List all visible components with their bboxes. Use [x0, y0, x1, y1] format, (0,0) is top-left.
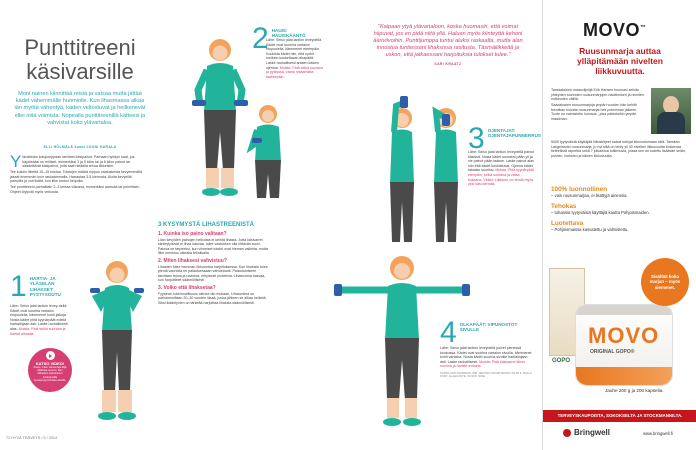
- video-badge-text: Katso, miten valmentaja Elja Matinlaa neuvoo. Sen liikkeiden toteutuksen käsipainoilla hyvaterveys.fi/video-sivuille.: [33, 366, 67, 382]
- ad-point-2-title: Tehokas: [551, 203, 577, 210]
- photo-exercise-3: [374, 92, 470, 252]
- ad-intro-text: Tanskalainen maanviljelijä Erik Hansen huomasi selvän yhteyden tuoreiden ruusunmarjojen nauttimisen ja nivelten notkeuden välillä.: [551, 88, 644, 102]
- ad-body-2: 5000 tyytyväistä käyttäjää kiitoskirjeet saivat tutkijat kiinnostumaan siitä. Tanskan Langelandin ruusunmarja, jo nyt siitä on tehty yli 30 nivelten liikkuvuutta koskevaa tieteellistä raporttia sekä 7 julkaistua tutkimusta, joissa sen on todettu lisäävän selän, polvien, lonkkien ja käsien liikkuvuutta.: [551, 140, 686, 158]
- bringwell-logo: [563, 428, 610, 437]
- body-para-3: Tee punttitreeni parhaittain 2–3 kertaa viikossa, esimerkiksi aamulla tai pulmittain. Ohjeet löytyvät myös verkosta.: [10, 184, 140, 194]
- exercise-title-2: HAUIS: HAUISKÄÄNTÖ: [271, 28, 306, 39]
- tips-title: 3 KYSYMYSTÄ LIHASTREENISTÄ: [158, 222, 255, 228]
- exercise-text-3: [468, 150, 534, 187]
- pull-quote: [368, 24, 528, 66]
- company-name: Bringwell: [574, 428, 611, 437]
- byline: ELLI HÖLMÄLÄ kuvat JOUNI HARALA: [43, 145, 117, 149]
- tips-q2: 2. Miten lihaksesi vahvistuu?: [158, 257, 227, 264]
- exercise-number-4: 4: [440, 316, 457, 349]
- gopo-logo: GOPO: [552, 358, 571, 364]
- product-jar: [575, 304, 673, 386]
- video-badge-title: KATSO VIDEO!: [35, 361, 65, 366]
- seed-badge-text: Sisältää koko marjan – myös siemenet.: [649, 273, 681, 290]
- play-icon: [46, 351, 55, 360]
- ad-points: [551, 186, 691, 232]
- tips-box: [158, 222, 270, 434]
- exercise-text-3-extra: Muista: Pidä kyynärpäät etenpäin, selkä suorana ja vatsa tiukkana. Vinkki: Liikkeen voi tehdä myös yksi käsi kerralla.: [468, 168, 534, 187]
- exercise-text-4: [440, 346, 532, 369]
- tips-list: [158, 232, 270, 305]
- article-lead: Moni nainen kiinnittää reisiä ja vatsaa mutta jättää kädet vähemmälle huomiolle. Kun lihasmassa alkaa iän myötä vähentyä, käden veltostuvat ja heilkenevät ellei niitä voimista. Nopealla punttitreenillä kätteesi ja vahvistat koko ylävartaloa.: [14, 91, 146, 126]
- exercise-title-1: HARTIA- JA YLÄSELÄN LIHAKSET: PYSTYSOUTU: [29, 276, 61, 298]
- ad-headline: Ruusunmarja auttaa ylläpitämään nivelten liikkuvuutta.: [577, 46, 663, 76]
- exercise-title-4: OLKAPÄÄT: VIPUNOSTOT SIVULLE: [459, 322, 518, 333]
- tips-a3: Fyysinen toiminnalllisuus alenee iän mukaan. Lihasvoima on parhaimmillaan 20–30 vuoden iässä, jonka jälkeen se alkaa heiketä. Siksi ikääntyvien on tärkeää harjoittaa lihaksia säännöllisesti.: [158, 291, 267, 305]
- ad-brand-tm: ™: [640, 25, 647, 31]
- ad-brand-name: MOVO: [583, 20, 641, 40]
- ad-url[interactable]: www.bringwell.fi: [643, 431, 673, 436]
- tips-a1: Liian kevyiden painojen heikolsta ei kehitä lihasta. Jotta käsivarret kiinteytyisivät ei lihas kasvaa, tulee vastuksen olla riittävän suuri. Painoa on tarpeeksi, kun viimeiset toistot ovat hieman vaikeita, mutta liike onnistuu oikealla tekniikalla.: [158, 237, 268, 256]
- ad-bottom-bar: TERVEYSKAUPOISTA, SOKOKSELTA JA STOCKMANNILTA.: [543, 410, 696, 422]
- ad-point-3-text: – Pohjoismaissa kasvatettu ja valmistettu.: [551, 227, 629, 232]
- quote-text: "Kaipaan ytyä ylävartaloon, koska huomasin, että voimat hiipuvat, jos en pidä niitä yllä. Haluan myös kiinteyttä kehoni ääriviivoihin. Punttijumppa tuntui aluksi raskaalta, mutta alan innostua tuntiessani lihaksissa rasitusta. Täsmäliikkeitä ja uskon, että jatkaessani harjoituksia tulokset tulee.": [373, 24, 523, 58]
- exercise-2: [252, 24, 322, 79]
- exercise-text-1-extra: Muista: Pidä selkä suorana ja hartiat alhaalla.: [10, 326, 66, 336]
- exercise-number-1: 1: [10, 270, 27, 303]
- title-line-2: käsivarsille: [26, 59, 134, 84]
- ad-point-1-text: – vain ruusunmarjaa, ei lisättyjä aineosia.: [551, 193, 628, 198]
- exercise-number-2: 2: [252, 22, 269, 55]
- tips-q3: 3. Voiko että lihaksetaa?: [158, 284, 216, 291]
- seed-badge: [641, 258, 689, 306]
- body-copy: [10, 152, 142, 195]
- title-line-1: Punttitreeni: [24, 35, 136, 60]
- video-badge[interactable]: [28, 348, 72, 392]
- jar-brand: MOVO: [588, 323, 660, 348]
- exercise-text-3-body: Lähe: Seiso jalat lantion leveydellä painot käsissä. Nosta kädet suoraksi pään yli ja vie painot pään taakse. Laske painot alas niin että kädet koukistuvat. Ojenna kädet takaisin suoriksi.: [468, 150, 534, 173]
- ad-body-1: Saadakseen ruusunmarjoja ympäri vuoden hän kehitti tekniikan kuivata ruusunmarjat heti poiminnan jälkeen. Tuote on valmistettu kuivaus-, joka patentoitiin ympäri maailman.: [551, 102, 638, 121]
- product-image: [549, 258, 691, 398]
- bringwell-icon: [563, 429, 571, 437]
- jar-sub: ORIGINAL GOPO®: [590, 349, 635, 355]
- quote-author: SARI KRAATZ: [434, 62, 462, 66]
- ad-point-3-title: Luotettava: [551, 220, 584, 227]
- movo-advertisement: [542, 0, 696, 450]
- body-para-1: läväristan kolujumppaan tarvitset käsipainot. Parhaan hyödyn saat, jos käytössäsi on erilliset, esimerkiksi 3 ja 5 kilon tai ja 6 kilon painot tai säädettävät käsipainot, joita saat nittäalla tehua liikkeisiin.: [22, 155, 135, 169]
- tips-q1: 1. Kuinka iso paino valitaan?: [158, 231, 227, 237]
- exercise-title-3: OJENTAJAT: OJENTAJAPUNNERRUS: [487, 128, 541, 139]
- article-title: [14, 36, 146, 84]
- exercise-text-1-body: Lähe: Seiso jalat lantion levey-dellä. Kädet ovat suorina vartalon etupuolella, kämmenet kohti jalkoja. Nosta kädet yhtä kyynärpäät edellä hartialinjaan asti. Laske rauhallisesti alas.: [10, 304, 68, 331]
- exercise-3: [468, 122, 541, 187]
- tips-a2: Lihasten tulee hemman rikkoontua harjoituksessa. Kun lihaksiin tulee pieniä vaurioita ne palautuessaan vahvistuvat. Palautumiseen tarvitaan lepoa ja ravintoa, erityisesti proteiinia. Lihasvoima kasvaa, kun harjoittelet säännöllisesti.: [158, 264, 268, 283]
- body-para-2: Tee kuluiin liikettä 10–15 toistoa. Toistojen määrä riippuu vaatuskesta kevyemmällä jaksat enemmän kuin raskaammalla. Harrastaa 3-5 kierrosta. Aloita kevyeillä painoilla ja voit lisätä, kun liike tuntuu helpolta.: [10, 169, 142, 184]
- photo-credit: KAPPA-ASTU/SAMPEIN: 65€. SENTON-SPORTISKIRTA 54,90 €, PAALU PORT. ALAHUOSTE: 39,90 €. NIKE.: [440, 370, 532, 379]
- photo-exercise-1: [77, 252, 155, 426]
- page-footer: 72 HYVÄ TERVEYS / 9 / 2014: [6, 436, 58, 440]
- exercise-text-1: [10, 304, 72, 336]
- drop-cap: Y: [10, 152, 22, 171]
- exercise-1: [10, 272, 72, 336]
- exercise-text-2-body: Lähe: Seiso jalat lantion leveydellä. Kädet ovat suorina vartalon etupuolella, kämmenet eteenpäin. Koukista kädet niin, että nyrkit melkein koskettavat olkapäitä. Laske rauhallisesti antaen käsien ojentua.: [266, 38, 323, 70]
- exercise-text-2-extra: Muista: Pidä selkä suorana ja pystyssä, vaara rysäamatta taaksepäin.: [266, 65, 323, 79]
- ad-point-2-text: – tuhansia tyytyväisiä käyttäjiä kautta Pohjoismaiden.: [551, 210, 650, 215]
- exercise-4: [440, 318, 536, 379]
- exercise-text-4-extra: Muista: Pidä käsivarret lähes suorina ja hartiat rentoina.: [440, 359, 526, 369]
- photo-exercise-2b: [238, 100, 294, 208]
- jar-caption: Jauhe 200 g ja 200 kapselia.: [605, 388, 664, 393]
- ad-intro: [551, 88, 647, 123]
- exercise-text-4-body: Lähe: Seiso jalat lantion leveydellä polvet pienessä koukussa. Kädet ovat suorina vartalon sivuilla, kämmenet kohti vartaloa. Nosta kädet suorina sivuille hartialinjaan asti. Laske rauhallisesti.: [440, 346, 532, 364]
- ad-point-1-title: 100% luonnollinen: [551, 186, 608, 193]
- exercise-text-2: [266, 38, 324, 79]
- ad-brand: [583, 20, 647, 41]
- ad-portrait: [651, 88, 691, 134]
- exercise-number-3: 3: [468, 122, 485, 155]
